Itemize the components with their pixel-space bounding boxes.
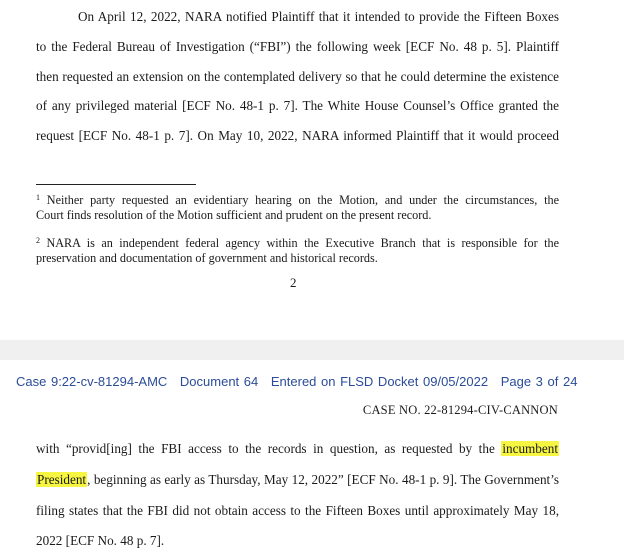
case-caption: CASE NO. 22-81294-CIV-CANNON	[362, 403, 558, 417]
footnote-1-cont: Court finds resolution of the Motion sufficient and prudent on the present record.	[36, 208, 432, 222]
footnote-1	[36, 193, 559, 207]
case-number-header: Case 9:22-cv-81294-AMC	[16, 374, 168, 389]
highlight: President	[37, 472, 87, 487]
body-text-line: request [ECF No. 48-1 p. 7]. On May 10, 2022, NARA informed Plaintiff that it would proceed	[36, 128, 559, 143]
footnote-number: 1	[36, 193, 40, 202]
footnote-text: Neither party requested an evidentiary hearing on the Motion, and under the circumstances, the	[46, 193, 559, 207]
body-text-segment: , beginning as early as Thursday, May 12, 2022” [ECF No. 48-1 p. 9]. The Government’s	[87, 472, 559, 487]
body-text-line: filing states that the FBI did not obtain access to the Fifteen Boxes until approximately May 18,	[36, 503, 559, 518]
footnote-text: NARA is an independent federal agency within the Executive Branch that is responsible for the	[46, 236, 559, 250]
body-text-line	[36, 441, 559, 457]
page-number: 2	[290, 275, 297, 290]
highlight: incumbent	[502, 441, 559, 456]
body-text-line: of any privileged material [ECF No. 48-1 p. 7]. The White House Counsel’s Office granted the	[36, 98, 559, 113]
footnote-2	[36, 236, 559, 250]
body-text-line: On April 12, 2022, NARA notified Plaintiff that it intended to provide the Fifteen Boxes	[78, 9, 559, 24]
document-page-3	[0, 360, 624, 557]
footnote-divider	[36, 184, 196, 185]
footnote-number: 2	[36, 236, 40, 245]
docket-entry-date: Entered on FLSD Docket 09/05/2022	[270, 374, 489, 389]
body-text-segment: with “provid[ing] the FBI access to the records in question, as requested by the	[36, 441, 495, 456]
body-text-line: then requested an extension on the contemplated delivery so that he could determine the existence	[36, 69, 559, 84]
page-indicator: Page 3 of 24	[500, 374, 578, 389]
body-text-line: to the Federal Bureau of Investigation (“FBI”) the following week [ECF No. 48 p. 5]. Plaintiff	[36, 39, 559, 54]
body-text-line	[36, 472, 559, 488]
footnote-2-cont: preservation and documentation of government and historical records.	[36, 251, 378, 265]
body-text-line: 2022 [ECF No. 48 p. 7].	[36, 533, 165, 548]
document-number: Document 64	[179, 374, 259, 389]
page-separator	[0, 340, 624, 360]
docket-header	[16, 374, 586, 389]
